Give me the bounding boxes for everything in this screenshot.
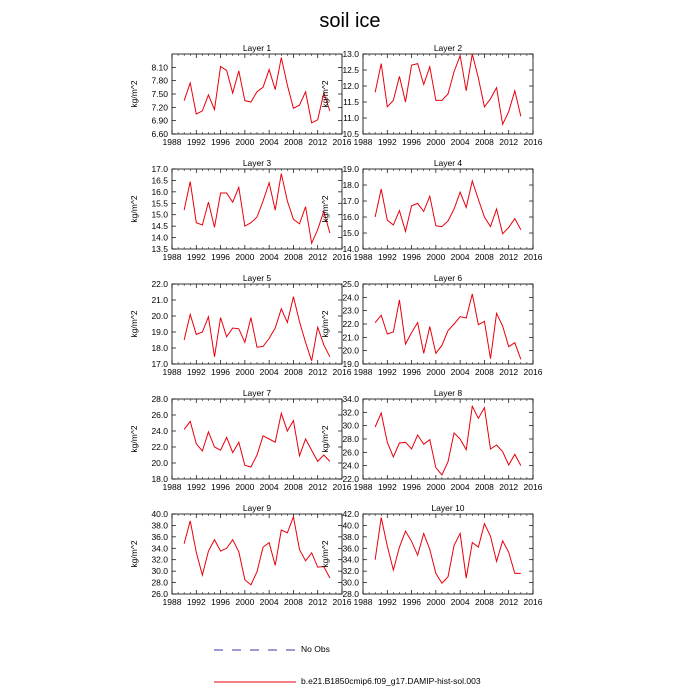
y-tick-label: 36.0 bbox=[342, 543, 359, 554]
y-tick-label: 7.20 bbox=[151, 102, 168, 113]
x-tick-label: 1992 bbox=[186, 367, 206, 377]
x-tick-label: 1996 bbox=[211, 252, 231, 262]
x-tick-label: 2012 bbox=[499, 252, 519, 262]
x-tick-label: 1988 bbox=[353, 367, 373, 377]
y-axis-label: kg/m^2 bbox=[320, 195, 330, 223]
x-tick-label: 2004 bbox=[259, 597, 279, 607]
y-axis-label: kg/m^2 bbox=[320, 310, 330, 338]
x-tick-label: 1988 bbox=[162, 367, 182, 377]
x-tick-label: 2012 bbox=[499, 597, 519, 607]
y-tick-label: 28.0 bbox=[342, 434, 359, 444]
y-tick-label: 28.0 bbox=[151, 577, 168, 588]
y-tick-label: 16.0 bbox=[342, 212, 359, 222]
y-tick-label: 28.0 bbox=[342, 589, 359, 599]
y-tick-label: 14.5 bbox=[151, 221, 168, 232]
panel-layer-6 bbox=[320, 273, 543, 377]
y-tick-label: 26.0 bbox=[151, 589, 168, 599]
y-tick-label: 6.60 bbox=[151, 129, 168, 139]
y-tick-label: 21.0 bbox=[342, 332, 359, 343]
legend-obs-label: No Obs bbox=[301, 644, 330, 654]
y-tick-label: 17.0 bbox=[342, 196, 359, 206]
x-tick-label: 1996 bbox=[402, 482, 422, 492]
y-tick-label: 23.0 bbox=[342, 305, 359, 316]
y-axis-label: kg/m^2 bbox=[129, 80, 139, 108]
x-tick-label: 1992 bbox=[186, 597, 206, 607]
panel-title: Layer 10 bbox=[431, 503, 465, 513]
x-tick-label: 2004 bbox=[259, 367, 279, 377]
plot-frame bbox=[172, 284, 342, 364]
panel-title: Layer 7 bbox=[242, 388, 272, 398]
x-tick-label: 1992 bbox=[377, 597, 397, 607]
y-tick-label: 12.5 bbox=[342, 65, 359, 75]
y-tick-label: 32.0 bbox=[342, 407, 359, 418]
panel-layer-4 bbox=[320, 158, 543, 262]
x-tick-label: 1996 bbox=[402, 367, 422, 377]
y-tick-label: 28.0 bbox=[151, 394, 168, 404]
panel-title: Layer 5 bbox=[242, 273, 272, 283]
x-tick-label: 2016 bbox=[523, 482, 543, 492]
series-line-layer-1 bbox=[184, 58, 330, 123]
series-line-layer-3 bbox=[184, 174, 330, 244]
x-tick-label: 1988 bbox=[353, 137, 373, 147]
y-tick-label: 24.0 bbox=[151, 426, 168, 436]
x-tick-label: 1992 bbox=[377, 137, 397, 147]
x-tick-label: 1996 bbox=[211, 482, 231, 492]
x-tick-label: 1988 bbox=[162, 137, 182, 147]
x-tick-label: 2012 bbox=[499, 367, 519, 377]
x-tick-label: 2004 bbox=[259, 252, 279, 262]
x-tick-label: 2004 bbox=[450, 597, 470, 607]
panel-layer-1 bbox=[129, 43, 352, 147]
y-tick-label: 8.10 bbox=[151, 62, 168, 73]
panel-title: Layer 3 bbox=[242, 158, 272, 168]
x-tick-label: 2000 bbox=[235, 597, 255, 607]
y-tick-label: 16.5 bbox=[151, 175, 168, 186]
y-tick-label: 7.80 bbox=[151, 75, 168, 86]
x-tick-label: 2008 bbox=[474, 597, 494, 607]
series-line-layer-5 bbox=[184, 297, 330, 361]
x-tick-label: 2008 bbox=[474, 367, 494, 377]
x-tick-label: 1992 bbox=[377, 367, 397, 377]
series-line-layer-4 bbox=[375, 181, 521, 234]
y-tick-label: 18.0 bbox=[342, 180, 359, 190]
x-tick-label: 2016 bbox=[332, 137, 352, 147]
x-tick-label: 2008 bbox=[474, 482, 494, 492]
y-tick-label: 20.0 bbox=[151, 458, 168, 468]
panel-layer-8 bbox=[320, 388, 543, 492]
panel-layer-2 bbox=[320, 43, 543, 147]
x-tick-label: 1988 bbox=[162, 482, 182, 492]
y-tick-label: 26.0 bbox=[151, 410, 168, 420]
y-tick-label: 32.0 bbox=[151, 554, 168, 565]
x-tick-label: 2008 bbox=[283, 137, 303, 147]
y-tick-label: 34.0 bbox=[151, 543, 168, 554]
x-tick-label: 1988 bbox=[162, 252, 182, 262]
plot-frame bbox=[172, 54, 342, 134]
y-tick-label: 22.0 bbox=[342, 319, 359, 329]
y-tick-label: 38.0 bbox=[151, 520, 168, 531]
y-tick-label: 22.0 bbox=[342, 474, 359, 484]
y-tick-label: 20.0 bbox=[151, 311, 168, 321]
y-axis-label: kg/m^2 bbox=[129, 540, 139, 568]
y-tick-label: 19.0 bbox=[151, 327, 168, 337]
x-tick-label: 2008 bbox=[283, 252, 303, 262]
legend-model-label: b.e21.B1850cmip6.f09_g17.DAMIP-hist-sol.003 bbox=[301, 676, 481, 686]
y-tick-label: 15.0 bbox=[342, 228, 359, 238]
x-tick-label: 2008 bbox=[283, 367, 303, 377]
series-line-layer-10 bbox=[375, 517, 521, 583]
y-tick-label: 21.0 bbox=[151, 295, 168, 305]
y-tick-label: 30.0 bbox=[342, 420, 359, 431]
x-tick-label: 2012 bbox=[308, 367, 328, 377]
x-tick-label: 2000 bbox=[426, 252, 446, 262]
x-tick-label: 2000 bbox=[426, 482, 446, 492]
y-tick-label: 17.0 bbox=[151, 359, 168, 369]
x-tick-label: 2004 bbox=[259, 482, 279, 492]
panel-title: Layer 2 bbox=[433, 43, 463, 53]
x-tick-label: 2016 bbox=[523, 367, 543, 377]
y-tick-label: 24.0 bbox=[342, 460, 359, 471]
x-tick-label: 2000 bbox=[235, 367, 255, 377]
y-tick-label: 32.0 bbox=[342, 566, 359, 577]
y-axis-label: kg/m^2 bbox=[129, 425, 139, 453]
x-tick-label: 1988 bbox=[162, 597, 182, 607]
y-tick-label: 26.0 bbox=[342, 447, 359, 458]
x-tick-label: 2016 bbox=[523, 137, 543, 147]
y-axis-label: kg/m^2 bbox=[320, 425, 330, 453]
x-tick-label: 2004 bbox=[450, 252, 470, 262]
x-tick-label: 2000 bbox=[235, 482, 255, 492]
x-tick-label: 2008 bbox=[474, 137, 494, 147]
x-tick-label: 1996 bbox=[402, 597, 422, 607]
x-tick-label: 2004 bbox=[450, 137, 470, 147]
y-tick-label: 25.0 bbox=[342, 279, 359, 289]
x-tick-label: 1992 bbox=[186, 482, 206, 492]
x-tick-label: 2008 bbox=[283, 597, 303, 607]
x-tick-label: 2012 bbox=[499, 137, 519, 147]
figure-title: soil ice bbox=[319, 10, 381, 32]
panel-layer-3 bbox=[129, 158, 352, 262]
y-tick-label: 7.50 bbox=[151, 89, 168, 99]
x-tick-label: 2008 bbox=[283, 482, 303, 492]
plot-frame bbox=[172, 399, 342, 479]
y-tick-label: 36.0 bbox=[151, 531, 168, 542]
y-tick-label: 30.0 bbox=[151, 566, 168, 577]
plot-frame bbox=[363, 284, 533, 364]
x-tick-label: 1996 bbox=[402, 252, 422, 262]
y-tick-label: 19.0 bbox=[342, 164, 359, 174]
x-tick-label: 2004 bbox=[450, 367, 470, 377]
y-tick-label: 40.0 bbox=[151, 509, 168, 519]
x-tick-label: 1996 bbox=[402, 137, 422, 147]
panel-grid bbox=[129, 43, 543, 607]
y-tick-label: 30.0 bbox=[342, 577, 359, 588]
plot-frame bbox=[363, 169, 533, 249]
y-tick-label: 34.0 bbox=[342, 554, 359, 565]
y-tick-label: 15.0 bbox=[151, 209, 168, 220]
panel-title: Layer 8 bbox=[433, 388, 463, 398]
y-axis-label: kg/m^2 bbox=[320, 80, 330, 108]
plot-frame bbox=[363, 514, 533, 594]
panel-layer-7 bbox=[129, 388, 352, 492]
x-tick-label: 2012 bbox=[308, 137, 328, 147]
x-tick-label: 2016 bbox=[332, 597, 352, 607]
y-tick-label: 6.90 bbox=[151, 115, 168, 126]
panel-title: Layer 1 bbox=[242, 43, 272, 53]
x-tick-label: 1996 bbox=[211, 597, 231, 607]
panel-layer-10 bbox=[320, 503, 543, 607]
y-tick-label: 14.0 bbox=[151, 232, 168, 243]
series-line-layer-2 bbox=[375, 54, 521, 124]
panel-title: Layer 6 bbox=[433, 273, 463, 283]
y-tick-label: 17.0 bbox=[151, 164, 168, 174]
y-tick-label: 40.0 bbox=[342, 520, 359, 531]
x-tick-label: 2008 bbox=[474, 252, 494, 262]
x-tick-label: 2016 bbox=[332, 482, 352, 492]
y-tick-label: 24.0 bbox=[342, 292, 359, 303]
y-tick-label: 18.0 bbox=[151, 343, 168, 353]
y-tick-label: 11.0 bbox=[343, 113, 359, 123]
x-tick-label: 1988 bbox=[353, 597, 373, 607]
x-tick-label: 2012 bbox=[308, 597, 328, 607]
x-tick-label: 2016 bbox=[523, 597, 543, 607]
x-tick-label: 2000 bbox=[426, 137, 446, 147]
y-tick-label: 22.0 bbox=[151, 442, 168, 452]
x-tick-label: 2000 bbox=[426, 367, 446, 377]
x-tick-label: 2016 bbox=[523, 252, 543, 262]
y-axis-label: kg/m^2 bbox=[129, 310, 139, 338]
x-tick-label: 1992 bbox=[377, 482, 397, 492]
y-tick-label: 20.0 bbox=[342, 345, 359, 356]
y-tick-label: 38.0 bbox=[342, 531, 359, 542]
x-tick-label: 1988 bbox=[353, 252, 373, 262]
y-axis-label: kg/m^2 bbox=[320, 540, 330, 568]
plot-frame bbox=[363, 399, 533, 479]
y-tick-label: 34.0 bbox=[342, 394, 359, 404]
x-tick-label: 2000 bbox=[235, 252, 255, 262]
x-tick-label: 2004 bbox=[259, 137, 279, 147]
series-line-layer-9 bbox=[184, 517, 330, 585]
y-tick-label: 22.0 bbox=[151, 279, 168, 289]
y-axis-label: kg/m^2 bbox=[129, 195, 139, 223]
x-tick-label: 1988 bbox=[353, 482, 373, 492]
y-tick-label: 14.0 bbox=[342, 244, 359, 254]
series-line-layer-8 bbox=[375, 406, 521, 475]
panel-layer-5 bbox=[129, 273, 352, 377]
x-tick-label: 1996 bbox=[211, 367, 231, 377]
x-tick-label: 2000 bbox=[235, 137, 255, 147]
y-tick-label: 11.5 bbox=[343, 97, 359, 107]
x-tick-label: 1992 bbox=[186, 137, 206, 147]
y-tick-label: 18.0 bbox=[151, 474, 168, 484]
y-tick-label: 13.5 bbox=[151, 244, 168, 254]
x-tick-label: 1992 bbox=[186, 252, 206, 262]
x-tick-label: 2016 bbox=[332, 367, 352, 377]
plot-frame bbox=[172, 169, 342, 249]
x-tick-label: 1992 bbox=[377, 252, 397, 262]
panel-layer-9 bbox=[129, 503, 352, 607]
series-line-layer-6 bbox=[375, 294, 521, 359]
y-tick-label: 16.0 bbox=[151, 186, 168, 197]
x-tick-label: 1996 bbox=[211, 137, 231, 147]
x-tick-label: 2012 bbox=[308, 482, 328, 492]
panel-title: Layer 4 bbox=[433, 158, 463, 168]
y-tick-label: 12.0 bbox=[342, 81, 359, 91]
y-tick-label: 15.5 bbox=[151, 198, 168, 209]
y-tick-label: 10.5 bbox=[342, 129, 359, 139]
x-tick-label: 2004 bbox=[450, 482, 470, 492]
x-tick-label: 2012 bbox=[499, 482, 519, 492]
legend bbox=[214, 650, 296, 682]
y-tick-label: 42.0 bbox=[342, 509, 359, 519]
plot-frame bbox=[172, 514, 342, 594]
panel-title: Layer 9 bbox=[242, 503, 272, 513]
x-tick-label: 2012 bbox=[308, 252, 328, 262]
x-tick-label: 2016 bbox=[332, 252, 352, 262]
y-tick-label: 19.0 bbox=[342, 359, 359, 369]
y-tick-label: 13.0 bbox=[342, 49, 359, 59]
series-line-layer-7 bbox=[184, 413, 330, 467]
x-tick-label: 2000 bbox=[426, 597, 446, 607]
